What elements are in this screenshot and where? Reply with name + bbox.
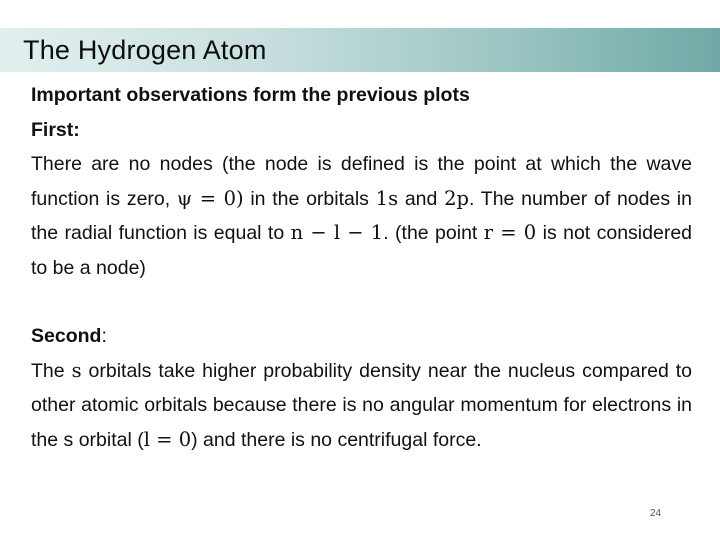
first-label: First:	[31, 118, 80, 141]
orbital-1s: 1s	[375, 186, 399, 210]
second-label-line	[31, 319, 692, 354]
second-label: Second	[31, 325, 102, 347]
first-paragraph	[31, 147, 692, 285]
second-text-2: orbitals take higher probability density near the nucleus compared to other atomic orbitals because there is no angular momentum for electrons in the s orbital (	[31, 359, 692, 451]
second-label-colon: :	[101, 325, 107, 347]
slide-top-margin	[0, 0, 720, 28]
r-equals-zero: r = 0	[483, 221, 537, 244]
second-text-1: The	[31, 359, 72, 382]
first-text-2: in the orbitals	[243, 187, 376, 210]
second-paragraph	[31, 354, 692, 458]
first-text-1: There are no nodes (the node is defined is the point at which the wave function is zero,	[31, 153, 692, 210]
slide-title: The Hydrogen Atom	[23, 35, 267, 65]
page-number: 24	[650, 508, 662, 519]
second-text-3: ) and there is no centrifugal force.	[191, 428, 482, 451]
first-text-6: is not considered to be a node)	[31, 222, 693, 279]
first-text-4: . The number of nodes in the radial function is equal to	[31, 187, 692, 244]
orbital-s: s	[71, 358, 82, 382]
observations-heading: Important observations form the previous plots	[31, 84, 470, 106]
l-equals-zero: l = 0	[143, 427, 192, 451]
paragraph-gap	[31, 285, 692, 319]
first-text-3: and	[398, 187, 445, 210]
slide-content	[31, 78, 692, 457]
orbital-2p: 2p	[444, 186, 469, 210]
first-text-5: . (the point	[383, 222, 484, 244]
psi-equation: ψ = 0)	[176, 186, 244, 210]
title-bar	[0, 28, 720, 72]
nodes-formula: n − l − 1	[290, 221, 384, 244]
